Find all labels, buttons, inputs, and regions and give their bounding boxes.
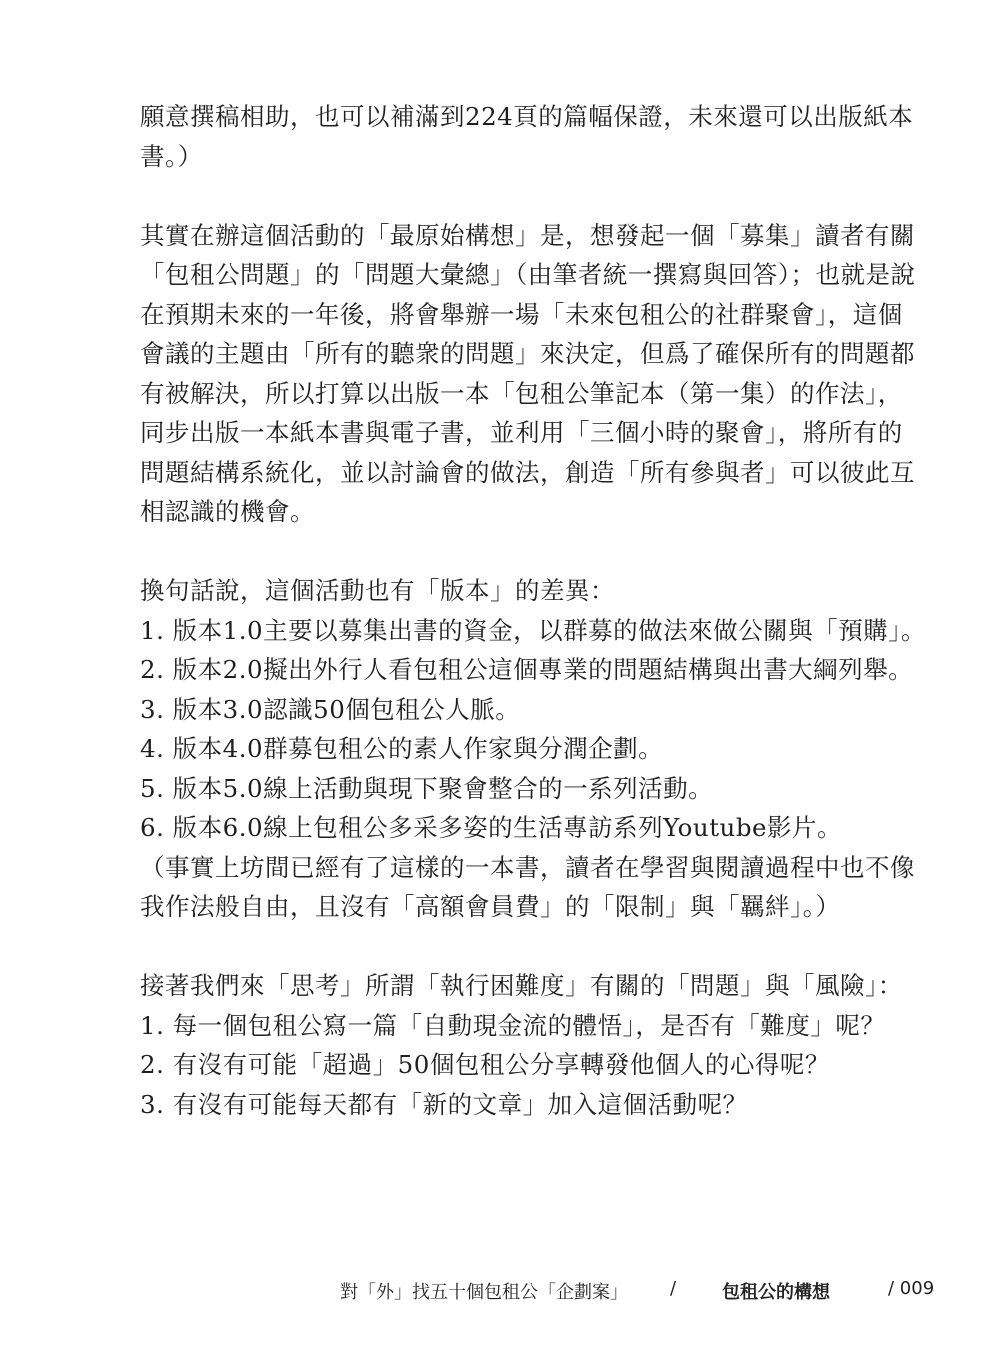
page-body (140, 97, 926, 1124)
versions-intro: 換句話說，這個活動也有「版本」的差異： (140, 576, 615, 605)
paragraph-original-concept: 其實在辦這個活動的「最原始構想」是，想發起一個「募集」讀者有關「包租公問題」的「問題大彙總」（由筆者統一撰寫與回答）；也就是說在預期未來的一年後，將會舉辦一場「未來包租公的社群聚會」，這個會議的主題由「所有的聽衆的問題」來決定，但爲了確保所有的問題都有被解決，所以打算以出版一本「包租公筆記本（第一集）的作法」，同步出版一本紙本書與電子書，並利用「三個小時的聚會」，將所有的問題結構系統化，並以討論會的做法，創造「所有參與者」可以彼此互相認識的機會。 (140, 220, 916, 526)
footer-separator: / (670, 1278, 677, 1299)
list-item: 2. 有沒有可能「超過」50個包租公分享轉發他個人的心得呢？ (140, 1050, 830, 1079)
footer-page-number: / 009 (888, 1278, 935, 1299)
versions-note: （事實上坊間已經有了這樣的一本書，讀者在學習與閱讀過程中也不像我作法般自由，且沒有「高額會員費」的「限制」與「羈絆」。） (140, 852, 915, 921)
paragraph-gap (140, 927, 926, 967)
list-item: 1. 版本1.0主要以募集出書的資金，以群募的做法來做公關與「預購」。 (140, 615, 926, 645)
risks-intro: 接著我們來「思考」所謂「執行困難度」有關的「問題」與「風險」： (140, 971, 903, 1000)
list-item: 3. 版本3.0認識50個包租公人脈。 (140, 694, 521, 724)
running-footer (340, 1278, 935, 1308)
versions-list (140, 611, 926, 848)
footer-chapter-title: 包租公的構想 (722, 1282, 830, 1303)
list-item: 5. 版本5.0線上活動與現下聚會整合的一系列活動。 (140, 773, 714, 803)
list-item: 4. 版本4.0群募包租公的素人作家與分潤企劃。 (140, 734, 664, 763)
paragraph-continuation: 願意撰稿相助，也可以補滿到224頁的篇幅保證，未來還可以出版紙本書。） (140, 102, 914, 171)
list-item: 1. 每一個包租公寫一篇「自動現金流的體悟」，是否有「難度」呢？ (140, 1010, 886, 1040)
list-item: 6. 版本6.0線上包租公多采多姿的生活專訪系列Youtube影片。 (140, 813, 843, 842)
list-item: 2. 版本2.0擬出外行人看包租公這個專業的問題結構與出書大綱列舉。 (140, 655, 914, 684)
paragraph-gap (140, 176, 926, 216)
questions-list (140, 1006, 926, 1125)
footer-book-title: 對「外」找五十個包租公「企劃案」 (340, 1282, 628, 1303)
paragraph-gap (140, 532, 926, 572)
list-item: 3. 有沒有可能每天都有「新的文章」加入這個活動呢？ (140, 1089, 748, 1119)
